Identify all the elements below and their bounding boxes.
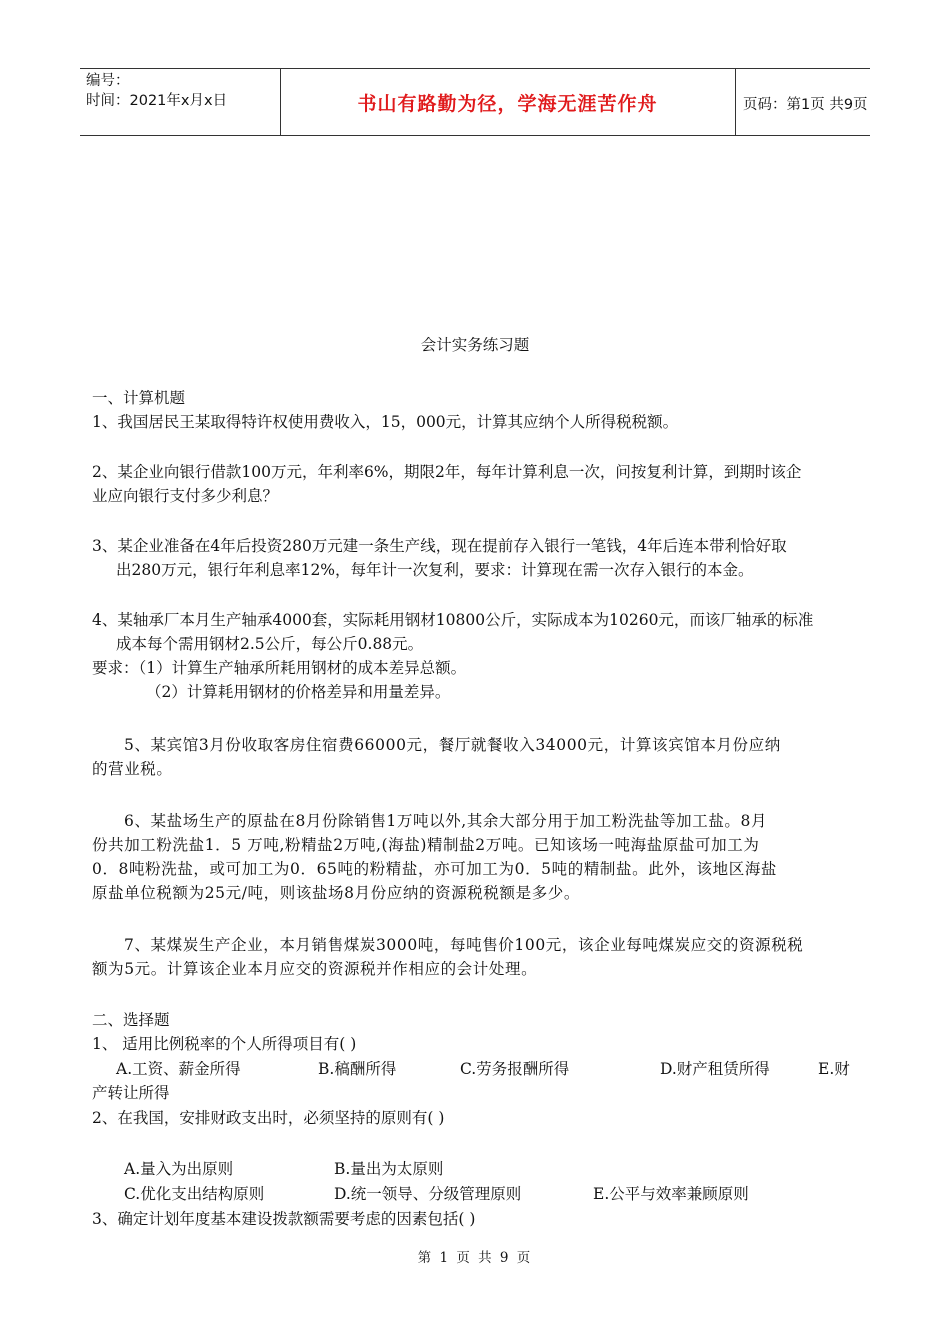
- choice-2-option-a: A.量入为出原则: [124, 1160, 234, 1178]
- choice-2-option-c: C.优化支出结构原则: [124, 1185, 265, 1203]
- question-2-line-1: 2、某企业向银行借款100万元，年利率6%，期限2年，每年计算利息一次，问按复利计算，到期时该企: [92, 463, 802, 481]
- question-1: 1、我国居民王某取得特许权使用费收入，15，000元，计算其应纳个人所得税税额。: [92, 413, 679, 431]
- section-heading-choice: 二、选择题: [92, 1011, 170, 1029]
- header-divider: [735, 69, 736, 135]
- question-6-line-2: 份共加工粉洗盐1．5 万吨,粉精盐2万吨,(海盐)精制盐2万吨。已知该场一吨海盐原盐可加工为: [92, 836, 760, 854]
- choice-question-2: 2、在我国，安排财政支出时，必须坚持的原则有( ): [92, 1109, 445, 1127]
- choice-1-option-d: D.财产租赁所得: [660, 1060, 770, 1078]
- question-3-line-1: 3、某企业准备在4年后投资280万元建一条生产线，现在提前存入银行一笔钱，4年后连本带利恰好取: [92, 537, 787, 555]
- serial-label: 编号：: [86, 73, 130, 89]
- question-4-line-2: 成本每个需用钢材2.5公斤，每公斤0.88元。: [116, 635, 424, 653]
- question-6-line-4: 原盐单位税额为25元/吨，则该盐场8月份应纳的资源税税额是多少。: [92, 884, 581, 902]
- header-motto: 书山有路勤为径，学海无涯苦作舟: [357, 92, 658, 115]
- page-footer: 第 1 页 共 9 页: [417, 1250, 533, 1266]
- choice-question-1: 1、 适用比例税率的个人所得项目有( ): [92, 1035, 357, 1053]
- header-page-label: 页码：第1页 共9页: [743, 97, 868, 113]
- header-meta: [86, 71, 276, 111]
- question-5-line-2: 的营业税。: [92, 760, 173, 778]
- choice-1-option-e-cont: 产转让所得: [92, 1084, 170, 1102]
- choice-1-option-c: C.劳务报酬所得: [460, 1060, 570, 1078]
- page-title: 会计实务练习题: [420, 336, 530, 354]
- choice-2-option-b: B.量出为太原则: [334, 1160, 444, 1178]
- question-7-line-1: 7、某煤炭生产企业，本月销售煤炭3000吨，每吨售价100元，该企业每吨煤炭应交的资源税税: [124, 936, 804, 954]
- question-3-line-2: 出280万元，银行年利息率12%，每年计一次复利，要求：计算现在需一次存入银行的本金。: [116, 561, 754, 579]
- choice-question-3: 3、确定计划年度基本建设拨款额需要考虑的因素包括( ): [92, 1210, 476, 1228]
- question-2-line-2: 业应向银行支付多少利息？: [92, 487, 279, 505]
- question-5-line-1: 5、某宾馆3月份收取客房住宿费66000元，餐厅就餐收入34000元，计算该宾馆本月份应纳: [124, 736, 781, 754]
- choice-2-option-e: E.公平与效率兼顾原则: [593, 1185, 749, 1203]
- question-7-line-2: 额为5元。计算该企业本月应交的资源税并作相应的会计处理。: [92, 960, 538, 978]
- page-header: [80, 68, 870, 136]
- choice-1-option-e: E.财: [818, 1060, 850, 1078]
- question-6-line-3: 0．8吨粉洗盐，或可加工为0．65吨的粉精盐，亦可加工为0．5吨的精制盐。此外，该地区海盐: [92, 860, 778, 878]
- date-label: 时间：2021年x月x日: [86, 93, 228, 109]
- choice-2-option-d: D.统一领导、分级管理原则: [334, 1185, 522, 1203]
- question-4-line-1: 4、某轴承厂本月生产轴承4000套，实际耗用钢材10800公斤，实际成本为10260元，而该厂轴承的标准: [92, 611, 814, 629]
- question-4-requirement-1: 要求：（1）计算生产轴承所耗用钢材的成本差异总额。: [92, 659, 467, 677]
- question-6-line-1: 6、某盐场生产的原盐在8月份除销售1万吨以外,其余大部分用于加工粉洗盐等加工盐。8月: [124, 812, 768, 830]
- choice-1-option-b: B.稿酬所得: [318, 1060, 397, 1078]
- question-4-requirement-2: （2）计算耗用钢材的价格差异和用量差异。: [146, 683, 451, 701]
- section-heading-calc: 一、计算机题: [92, 389, 186, 407]
- choice-1-option-a: A.工资、薪金所得: [116, 1060, 241, 1078]
